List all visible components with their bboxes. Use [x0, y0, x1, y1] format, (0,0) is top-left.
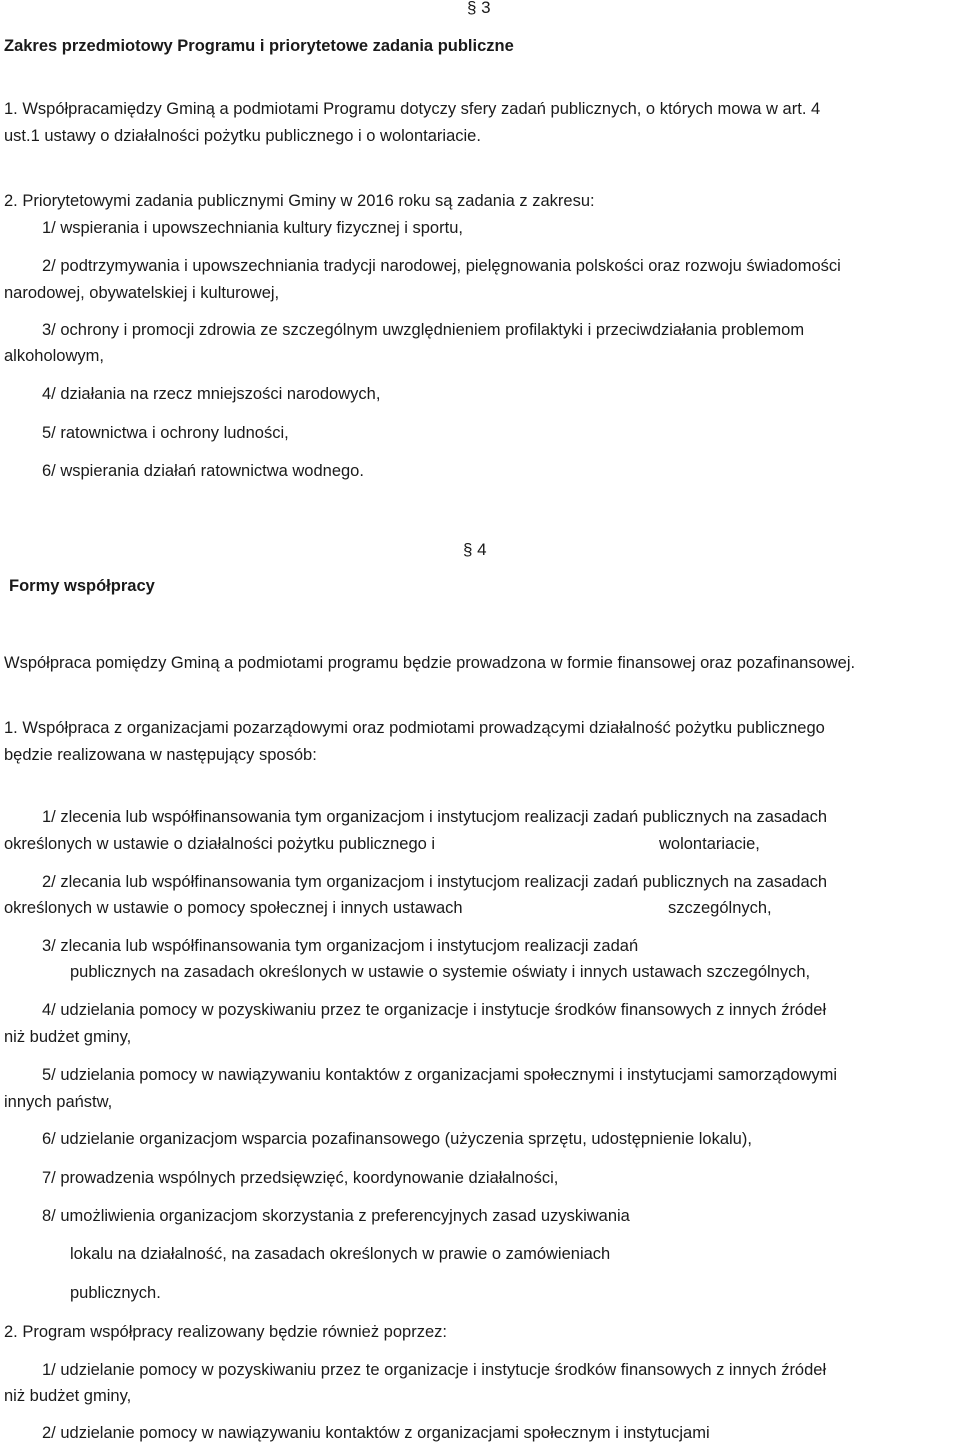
form-item-2-line-2-right: szczególnych,	[668, 899, 772, 917]
form-item-2-line-2-left: określonych w ustawie o pomocy społecznej i innych ustawach	[4, 899, 463, 917]
form-item-4-line-1: 4/ udzielania pomocy w pozyskiwaniu przez te organizacje i instytucje środków finansowych z innych źródeł	[42, 1001, 827, 1019]
form-item-5-line-1: 5/ udzielania pomocy w nawiązywaniu kontaktów z organizacjami społecznymi i instytucjami samorządowymi	[42, 1066, 838, 1084]
form-item-8-line-3: publicznych.	[70, 1284, 161, 1302]
priority-item-4: 4/ działania na rzecz mniejszości narodowych,	[42, 385, 381, 403]
form-item-3-line-2: publicznych na zasadach określonych w ustawie o systemie oświaty i innych ustawach szczególnych,	[70, 963, 811, 981]
priority-item-6: 6/ wspierania działań ratownictwa wodnego.	[42, 462, 364, 480]
section-3-heading: Zakres przedmiotowy Programu i priorytetowe zadania publiczne	[4, 37, 514, 55]
section-4-heading: Formy współpracy	[9, 577, 155, 595]
form-item-8-line-2: lokalu na działalność, na zasadach określonych w prawie o zamówieniach	[70, 1245, 611, 1263]
section-4-intro: Współpraca pomiędzy Gminą a podmiotami programu będzie prowadzona w formie finansowej oraz pozafinansowej.	[4, 654, 856, 672]
form-item-6: 6/ udzielanie organizacjom wsparcia pozafinansowego (użyczenia sprzętu, udostępnienie lokalu),	[42, 1130, 752, 1148]
form-item-1-line-2-right: wolontariacie,	[659, 835, 760, 853]
priority-item-2-line-2: narodowej, obywatelskiej i kulturowej,	[4, 284, 280, 302]
form-item-8-line-1: 8/ umożliwienia organizacjom skorzystania z preferencyjnych zasad uzyskiwania	[42, 1207, 630, 1225]
program-item-2-line-1: 2/ udzielanie pomocy w nawiązywaniu kontaktów z organizacjami społecznym i instytucjami	[42, 1424, 710, 1442]
form-item-4-line-2: niż budżet gminy,	[4, 1028, 132, 1046]
form-item-2-line-1: 2/ zlecania lub współfinansowania tym organizacjom i instytucjom realizacji zadań publicznych na zasadach	[42, 873, 828, 891]
program-item-1-line-2: niż budżet gminy,	[4, 1387, 132, 1405]
form-item-5-line-2: innych państw,	[4, 1093, 113, 1111]
form-item-1-line-2-left: określonych w ustawie o działalności pożytku publicznego i	[4, 835, 436, 853]
section-3-paragraph-1-line-1: 1. Współpracamiędzy Gminą a podmiotami Programu dotyczy sfery zadań publicznych, o których mowa w art. 4	[4, 100, 821, 118]
priority-item-2-line-1: 2/ podtrzymywania i upowszechniania tradycji narodowej, pielęgnowania polskości oraz rozwoju świadomości	[42, 257, 841, 275]
section-3-paragraph-1-line-2: ust.1 ustawy o działalności pożytku publicznego i o wolontariacie.	[4, 127, 481, 145]
section-4-paragraph-1-line-2: będzie realizowana w następujący sposób:	[4, 746, 317, 764]
form-item-1-line-1: 1/ zlecenia lub współfinansowania tym organizacjom i instytucjom realizacji zadań publicznych na zasadach	[42, 808, 828, 826]
form-item-3-line-1: 3/ zlecania lub współfinansowania tym organizacjom i instytucjom realizacji zadań	[42, 937, 639, 955]
section-3-paragraph-2-intro: 2. Priorytetowymi zadania publicznymi Gminy w 2016 roku są zadania z zakresu:	[4, 192, 595, 210]
section-4-paragraph-1-line-1: 1. Współpraca z organizacjami pozarządowymi oraz podmiotami prowadzącymi działalność pożytku publicznego	[4, 719, 825, 737]
form-item-7: 7/ prowadzenia wspólnych przedsięwzięć, koordynowanie działalności,	[42, 1169, 559, 1187]
priority-item-3-line-2: alkoholowym,	[4, 347, 104, 365]
priority-item-3-line-1: 3/ ochrony i promocji zdrowia ze szczególnym uwzględnieniem profilaktyki i przeciwdziałania problemom	[42, 321, 805, 339]
section-4-mark: § 4	[463, 540, 487, 559]
section-3-mark: § 3	[467, 0, 491, 17]
section-4-paragraph-2-intro: 2. Program współpracy realizowany będzie również poprzez:	[4, 1323, 447, 1341]
priority-item-5: 5/ ratownictwa i ochrony ludności,	[42, 424, 289, 442]
program-item-1-line-1: 1/ udzielanie pomocy w pozyskiwaniu przez te organizacje i instytucje środków finansowych z innych źródeł	[42, 1361, 827, 1379]
priority-item-1: 1/ wspierania i upowszechniania kultury fizycznej i sportu,	[42, 219, 463, 237]
